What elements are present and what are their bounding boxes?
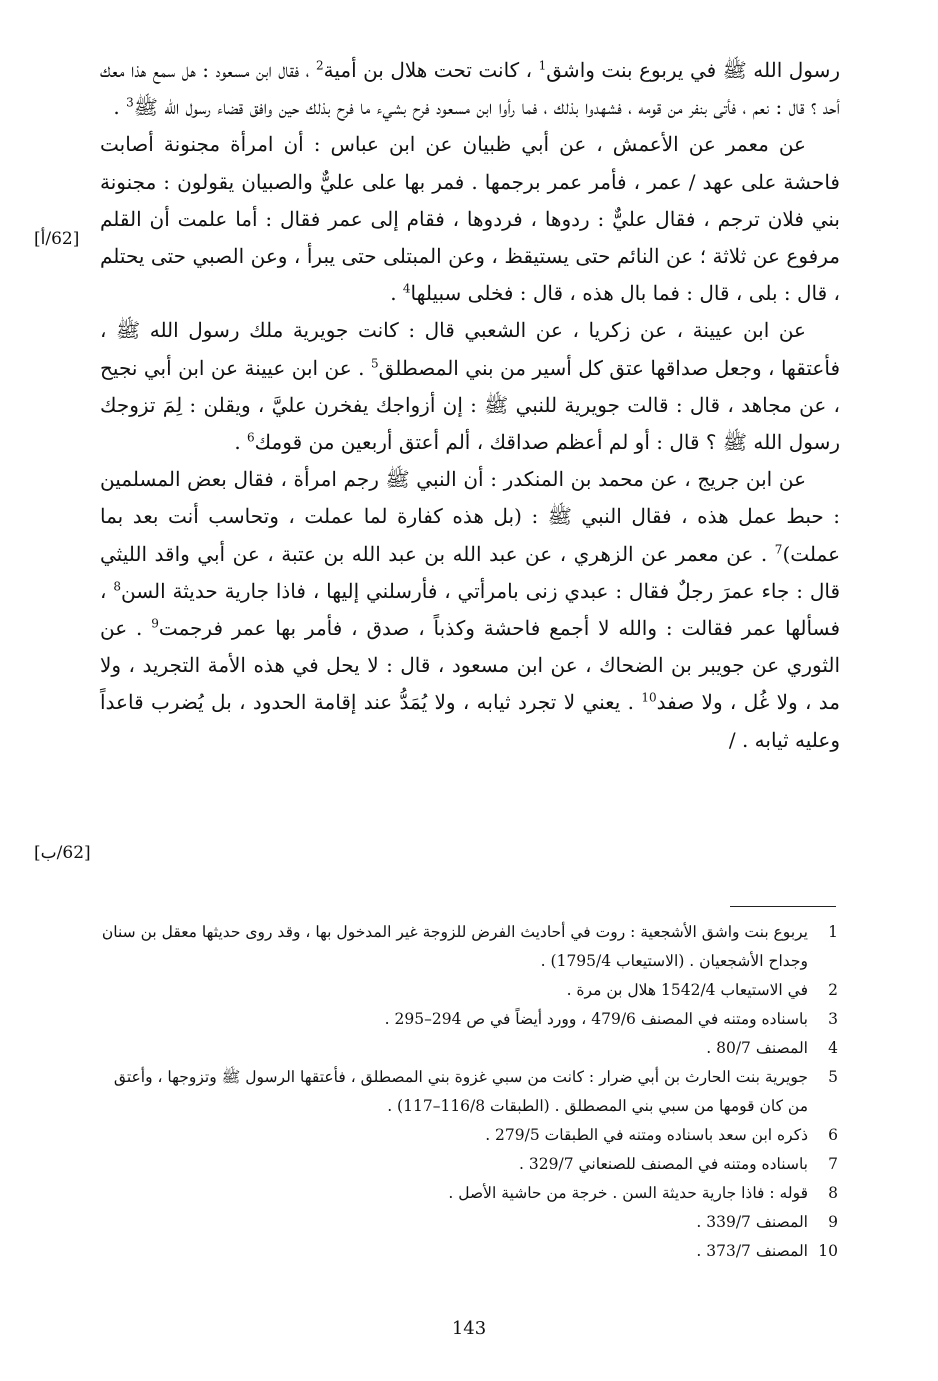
text-span: ، فسألها عمر فقالت : والله لا أجمع فاحشة وكذباً ، صدق ، فأمر بها عمر فرجمت — [100, 578, 841, 641]
footnote-number: 2 — [828, 981, 838, 999]
footnote-ref[interactable]: 2 — [315, 58, 324, 73]
footnote-number: 5 — [828, 1068, 838, 1086]
footnote-number: 8 — [828, 1184, 838, 1202]
footnotes — [100, 918, 838, 1266]
text-span: عن ابن عيينة ، عن زكريا ، عن الشعبي قال : كانت جويرية ملك رسول الله ﷺ ، فأعتقها ، وجعل صداقها عتق كل أسير من بني المصطلق — [100, 318, 841, 380]
footnote-text: قوله : فاذا جارية حديثة السن . خرجة من حاشية الأصل . — [448, 1184, 808, 1202]
text-span: ، كانت تحت هلال بن أمية — [323, 58, 533, 82]
paragraph — [100, 461, 840, 759]
footnote — [100, 1005, 838, 1034]
footnote — [100, 1179, 838, 1208]
footnote — [100, 1150, 838, 1179]
paragraph — [100, 52, 840, 126]
footnote-text: المصنف 339/7 . — [696, 1213, 808, 1231]
text-span: ، فقال ابن مسعود : هل سمع هذا معك أحد ؟ قال : نعم ، فأتى بنفر من قومه ، فشهدوا بذلك ، فما رأوا ابن مسعود فرح بشيء ما فرح بذلك حين وافق قضاء رسول الله ﷺ — [100, 58, 840, 120]
text-span: . عن معمر عن الزهري ، عن عبد الله بن عبد الله بن عتبة ، عن أبي واقد الليثي قال : جاء عمرَ رجلٌ فقال : عبدي زنى بامرأتي ، فأرسلني إليها ، فاذا جارية حديثة السن — [100, 541, 841, 603]
main-text — [100, 52, 840, 759]
text-span: . عن الثوري عن جويبر بن الضحاك ، عن ابن مسعود ، قال : لا يحل في هذه الأمة التجريد ، ولا مد ، ولا غُل ، ولا صفد — [100, 616, 840, 715]
footnote-number: 4 — [828, 1039, 838, 1057]
footnote-text: ذكره ابن سعد باسناده ومتنه في الطبقات 279/5 . — [485, 1126, 808, 1144]
footnote-ref[interactable]: 10 — [641, 690, 657, 705]
footnote-number: 10 — [818, 1242, 838, 1260]
footnote-text: باسناده ومتنه في المصنف 479/6 ، وورد أيضاً في ص 294–295 . — [384, 1010, 808, 1028]
footnote-ref[interactable]: 5 — [370, 355, 379, 370]
footnote-number: 9 — [828, 1213, 838, 1231]
footnote-text: جويرية بنت الحارث بن أبي ضرار : كانت من سبي غزوة بني المصطلق ، فأعتقها الرسول ﷺ وتزوجها ، وأعتق من كان قومها من سبي بني المصطلق . (الطبقات 116/8–117) . — [113, 1068, 808, 1115]
text-span: . — [390, 281, 397, 306]
footnote-ref[interactable]: 4 — [402, 281, 411, 296]
footnote — [100, 918, 838, 976]
text-span: عن معمر عن الأعمش ، عن أبي ظبيان عن ابن عباس : أن امرأة مجنونة أصابت فاحشة على عهد / عمر ، فأمر عمر برجمها . فمر بها على عليٌّ والصبيان يقولون : مجنونة بني فلان ترجم ، فقال عليٌّ : ردوها ، فردوها ، فقام إلى عمر فقال : أما علمت أن القلم مرفوع عن ثلاثة ؛ عن النائم حتى يستيقظ ، وعن المبتلى حتى يبرأ ، وعن الصبي حتى يحتلم ، قال : بلى ، قال : فما بال هذه ، قال : فخلى سبيلها — [100, 132, 840, 306]
footnote-number: 3 — [828, 1010, 838, 1028]
footnote-text: في الاستيعاب 1542/4 هلال بن مرة . — [566, 981, 808, 999]
footnote — [100, 1208, 838, 1237]
footnote-text: يربوع بنت واشق الأشجعية : روت في أحاديث الفرض للزوجة غير المدخول بها ، وقد روى حديثها معقل بن سنان وجداح الأشجعيان . (الاستيعاب 1795/4) . — [101, 923, 808, 970]
footnote-text: المصنف 373/7 . — [696, 1242, 808, 1260]
paragraph — [100, 312, 840, 461]
footnote-ref[interactable]: 7 — [774, 541, 783, 556]
footnote-divider — [730, 906, 836, 907]
paragraph — [100, 126, 840, 312]
footnote-ref[interactable]: 6 — [247, 430, 255, 445]
text-span: . — [234, 430, 241, 455]
text-span: . — [113, 95, 120, 120]
footnote-ref[interactable]: 3 — [126, 95, 134, 110]
footnote-text: المصنف 80/7 . — [706, 1039, 808, 1057]
footnote — [100, 1237, 838, 1266]
footnote-number: 6 — [828, 1126, 838, 1144]
text-span: رسول الله ﷺ في يربوع بنت واشق — [546, 58, 841, 82]
footnote-ref[interactable]: 8 — [113, 579, 121, 594]
footnote-number: 7 — [828, 1155, 838, 1173]
footnote — [100, 1034, 838, 1063]
footnote-ref[interactable]: 9 — [151, 616, 159, 631]
footnote — [100, 976, 838, 1005]
text-span: عن ابن جريج ، عن محمد بن المنكدر : أن النبي ﷺ رجم امرأة ، فقال بعض المسلمين : حبط عمل هذه ، فقال النبي ﷺ : (بل هذه كفارة لما عملت ، وتحاسب أنت بعد بما عملت) — [100, 467, 840, 566]
text-span: . يعني لا تجرد ثيابه ، ولا يُمَدُّ عند إقامة الحدود ، بل يُضرب قاعداً وعليه ثيابه . / — [100, 690, 840, 752]
folio-marker-a: [62/أ] — [34, 229, 80, 249]
page-number: 143 — [451, 1318, 487, 1339]
footnote-ref[interactable]: 1 — [538, 58, 547, 73]
footnote — [100, 1063, 838, 1121]
footnote-number: 1 — [828, 923, 838, 941]
folio-marker-b: [62/ب] — [34, 843, 91, 863]
footnote-text: باسناده ومتنه في المصنف للصنعاني 329/7 . — [519, 1155, 808, 1173]
text-span: . عن ابن عيينة عن ابن أبي نجيح ، عن مجاهد ، قال : قالت جويرية للنبي ﷺ : إن أزواجك يفخرن عليَّ ، ويقلن : لِمَ تزوجك رسول الله ﷺ ؟ قال : أو لم أعظم صداقك ، ألم أعتق أربعين من قومك — [100, 355, 840, 455]
footnote — [100, 1121, 838, 1150]
